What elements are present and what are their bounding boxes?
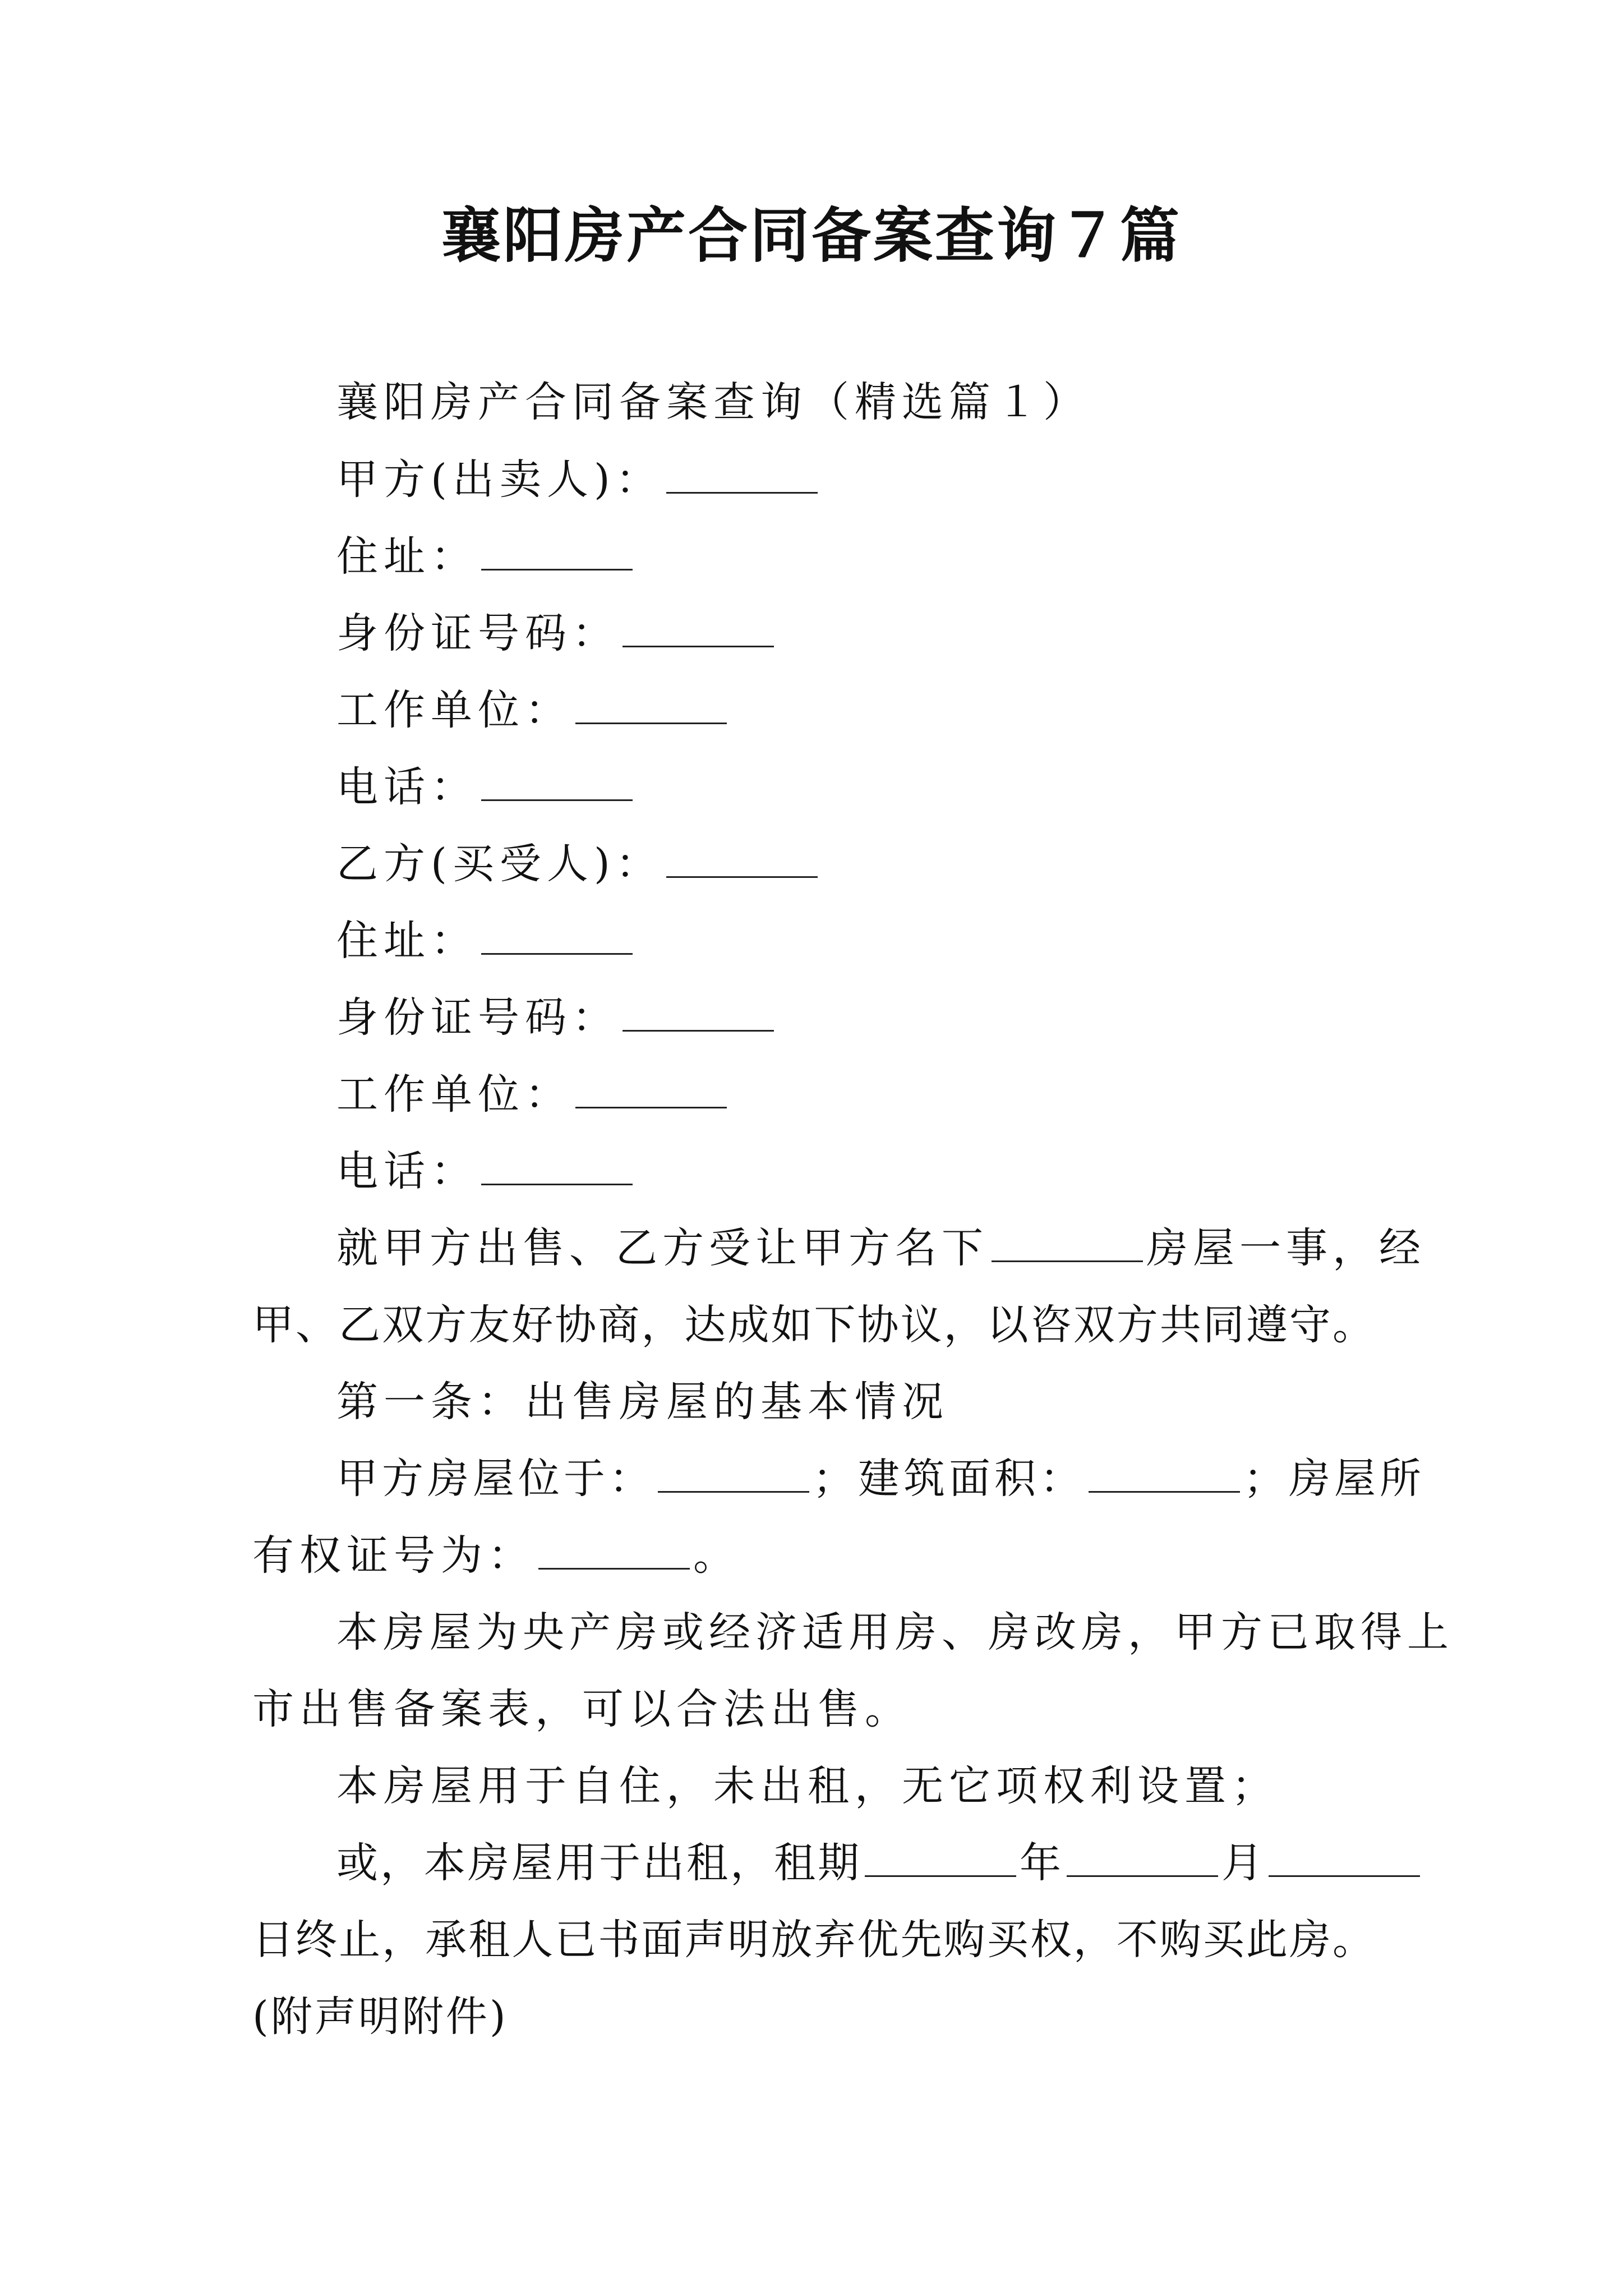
address-label: 住址： (336, 532, 478, 581)
location-part-2: ；建筑面积： (813, 1455, 1085, 1503)
blank-field (538, 1529, 690, 1570)
blank-field (623, 991, 774, 1032)
lease-part-2: 年 (1020, 1839, 1063, 1887)
location-line-2 (252, 1525, 740, 1586)
location-line-2-part-1: 有权证号为： (252, 1531, 535, 1580)
article-1-heading: 第一条：出售房屋的基本情况 (336, 1378, 949, 1426)
section-heading: 襄阳房产合同备案查询（精选篇１） (336, 378, 1090, 426)
blank-field (575, 683, 727, 724)
intro-line-1 (336, 1217, 1426, 1279)
party-a-employer-line (336, 679, 730, 741)
employer-label: 工作单位： (336, 686, 572, 734)
housing-type-line-2: 市出售备案表，可以合法出售。 (252, 1685, 912, 1733)
blank-field (481, 760, 633, 801)
intro-part-1: 就甲方出售、乙方受让甲方名下 (336, 1224, 988, 1272)
blank-field (623, 606, 774, 647)
blank-field (666, 837, 818, 878)
lease-line-1 (336, 1832, 1423, 1894)
party-a-address-line (336, 526, 636, 587)
blank-field (1089, 1452, 1240, 1493)
location-part-1: 甲方房屋位于： (336, 1455, 654, 1503)
party-a-line (336, 449, 821, 510)
party-b-id-line (336, 987, 777, 1048)
party-a-phone-line (336, 756, 636, 818)
id-label: 身份证号码： (336, 609, 619, 657)
party-b-phone-line (336, 1140, 636, 1202)
lease-line-2: 日终止，承租人已书面声明放弃优先购买权，不购买此房。 (252, 1916, 1374, 1964)
blank-field (481, 1144, 633, 1185)
party-b-label: 乙方(买受人)： (336, 840, 663, 888)
blank-field (1269, 1836, 1420, 1877)
lease-line-3: (附声明附件) (252, 1993, 508, 2041)
blank-field (575, 1068, 727, 1108)
phone-label: 电话： (336, 1147, 478, 1195)
party-b-address-line (336, 910, 636, 972)
lease-part-3: 月 (1221, 1839, 1265, 1887)
party-a-label: 甲方(出卖人)： (336, 455, 663, 504)
blank-field (992, 1221, 1143, 1262)
location-line-1 (336, 1448, 1425, 1510)
intro-line-2: 甲、乙双方友好协商，达成如下协议，以咨双方共同遵守。 (252, 1301, 1374, 1349)
id-label: 身份证号码： (336, 993, 619, 1042)
address-label: 住址： (336, 917, 478, 965)
lease-part-1: 或，本房屋用于出租，租期 (336, 1839, 861, 1887)
blank-field (1067, 1836, 1218, 1877)
phone-label: 电话： (336, 763, 478, 811)
blank-field (481, 914, 633, 955)
location-part-3: ；房屋所 (1243, 1455, 1425, 1503)
document-title: 襄阳房产合同备案查询７篇 (441, 200, 1182, 270)
self-use-line: 本房屋用于自住，未出租，无它项权利设置； (336, 1762, 1279, 1810)
blank-field (666, 453, 818, 494)
housing-type-line-1: 本房屋为央产房或经济适用房、房改房，甲方已取得上 (336, 1608, 1454, 1657)
party-b-employer-line (336, 1064, 730, 1125)
blank-field (481, 530, 633, 570)
blank-field (865, 1836, 1016, 1877)
employer-label: 工作单位： (336, 1070, 572, 1119)
blank-field (658, 1452, 809, 1493)
party-a-id-line (336, 602, 777, 664)
party-b-line (336, 833, 821, 895)
location-line-2-part-2: 。 (693, 1531, 740, 1580)
intro-part-2: 房屋一事，经 (1146, 1224, 1426, 1272)
